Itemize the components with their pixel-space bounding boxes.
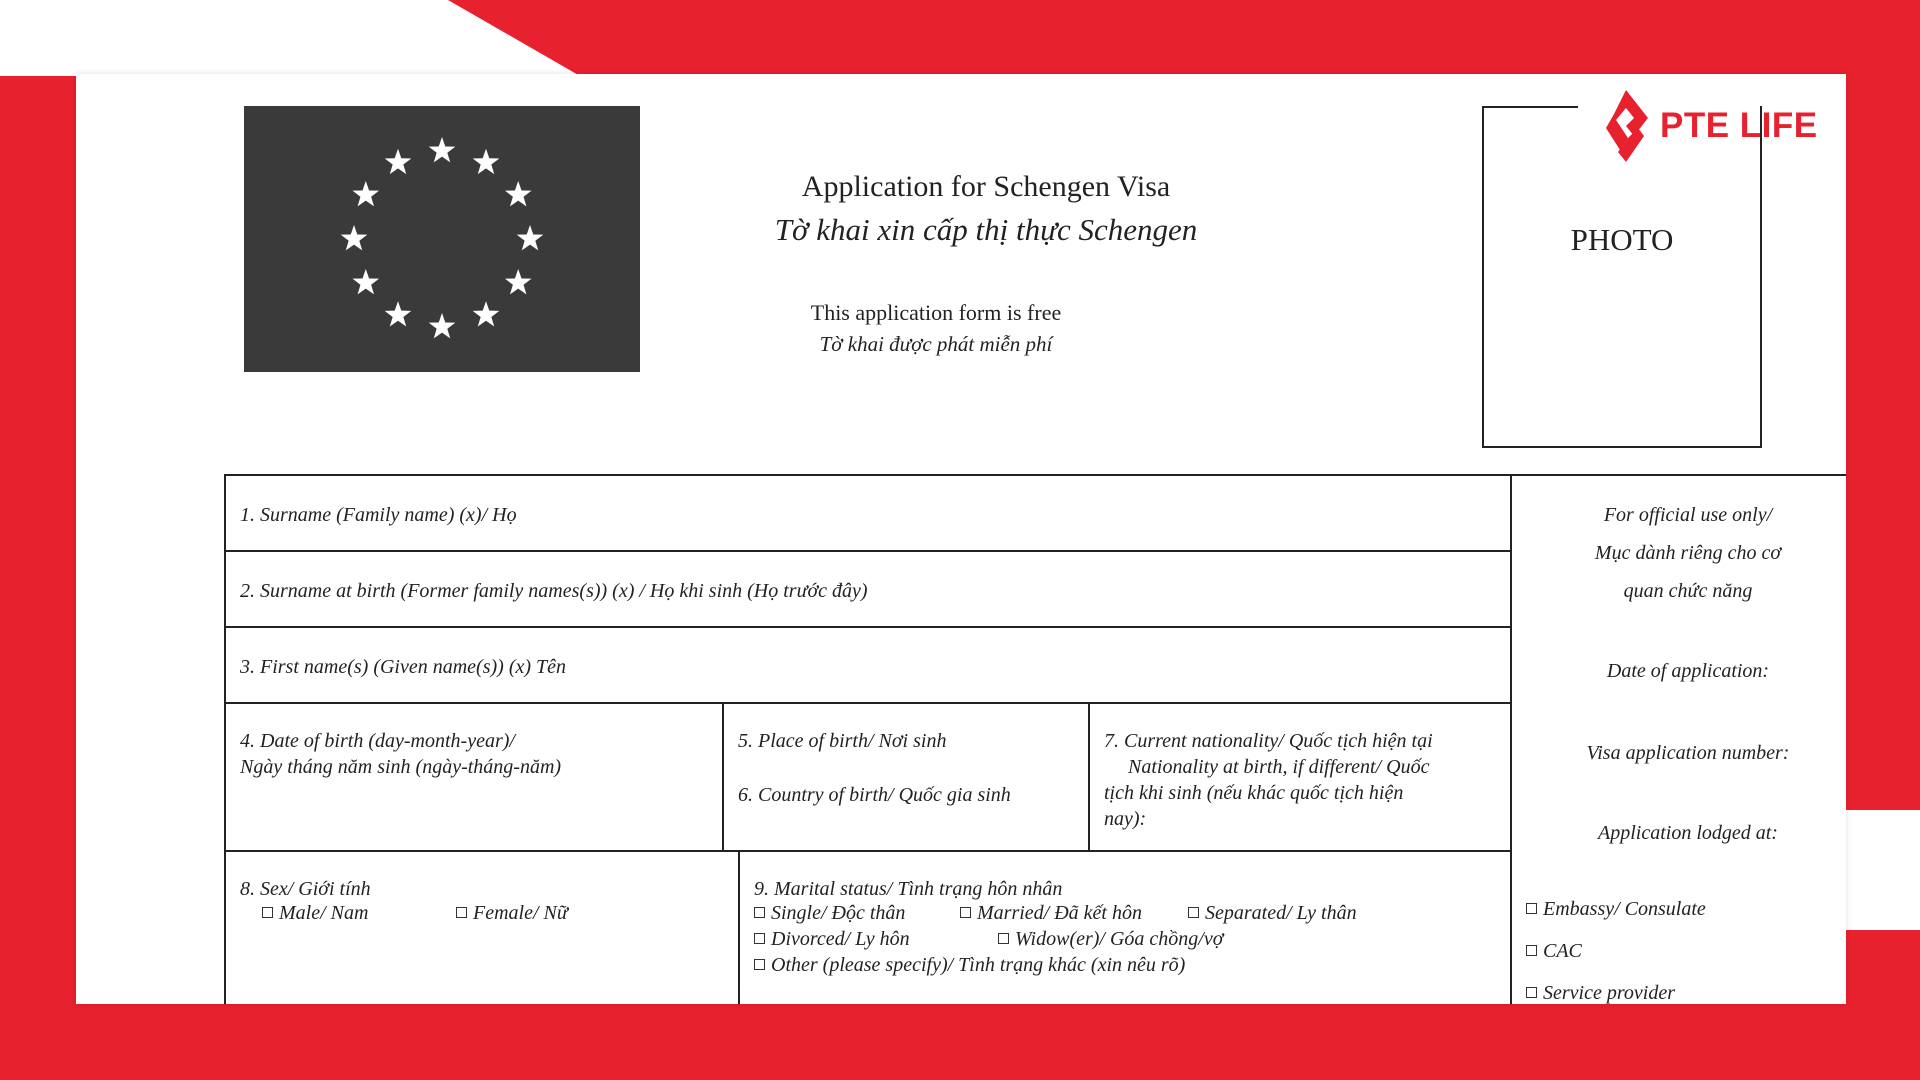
flag-star-icon [429, 313, 456, 338]
free-notice-english: This application form is free [810, 300, 1062, 325]
field-marital-status-label: 9. Marital status/ Tình trạng hôn nhân [754, 878, 1063, 900]
checkbox-service-provider-label: Service provider [1543, 982, 1675, 1004]
form-title [636, 170, 1336, 248]
field-sex-label: 8. Sex/ Giới tính [240, 878, 371, 900]
flag-star-icon [341, 225, 368, 250]
field-nationality-line: Nationality at birth, if different/ Quốc [1128, 756, 1430, 778]
field-first-name[interactable]: 3. First name(s) (Given name(s)) (x) Tên [240, 656, 567, 678]
checkbox-icon [960, 907, 971, 918]
checkbox-cac-label: CAC [1543, 940, 1582, 962]
official-visa-application-number: Visa application number: [1586, 742, 1790, 764]
title-english: Application for Schengen Visa [801, 170, 1171, 203]
checkbox-widowed[interactable] [998, 928, 1223, 951]
column-divider [1088, 702, 1090, 850]
flag-star-icon [352, 269, 379, 294]
checkbox-single[interactable] [754, 902, 905, 925]
flag-star-icon [473, 149, 500, 174]
checkbox-divorced-label: Divorced/ Ly hôn [771, 928, 910, 950]
free-notice [786, 300, 1086, 357]
field-place-of-birth[interactable]: 5. Place of birth/ Nơi sinh [738, 730, 947, 752]
checkbox-separated[interactable] [1188, 902, 1357, 925]
visa-form-page [76, 74, 1846, 1004]
flag-star-icon [505, 181, 532, 206]
row-divider [226, 850, 1510, 852]
official-use-line: Mục dành riêng cho cơ [1594, 542, 1782, 564]
checkbox-other[interactable] [754, 954, 1185, 977]
row-divider [226, 702, 1510, 704]
field-nationality-line: tịch khi sinh (nếu khác quốc tịch hiện [1104, 782, 1404, 804]
checkbox-male-label: Male/ Nam [279, 902, 369, 924]
pte-life-logo-icon [1604, 88, 1652, 164]
flag-star-icon [505, 269, 532, 294]
checkbox-female[interactable] [456, 902, 568, 925]
checkbox-icon [998, 933, 1009, 944]
official-use-heading [1512, 496, 1846, 610]
title-vietnamese: Tờ khai xin cấp thị thực Schengen [774, 212, 1198, 247]
flag-star-icon [429, 137, 456, 162]
official-date-of-application: Date of application: [1606, 660, 1770, 682]
checkbox-icon [1526, 903, 1537, 914]
checkbox-icon [754, 959, 765, 970]
field-nationality-line: nay): [1104, 808, 1147, 830]
field-date-of-birth-label-en: 4. Date of birth (day-month-year)/ [240, 730, 515, 752]
checkbox-icon [754, 933, 765, 944]
checkbox-male[interactable] [262, 902, 368, 925]
field-date-of-birth-label-vi: Ngày tháng năm sinh (ngày-tháng-năm) [240, 756, 562, 778]
checkbox-single-label: Single/ Độc thân [771, 902, 906, 924]
flag-star-icon [473, 301, 500, 326]
field-nationality-line: 7. Current nationality/ Quốc tịch hiện tại [1104, 730, 1433, 752]
application-form-table [224, 474, 1846, 1004]
photo-label: PHOTO [1570, 222, 1674, 257]
flag-star-icon [385, 149, 412, 174]
checkbox-service-provider[interactable] [1526, 982, 1675, 1004]
column-divider [738, 850, 740, 1004]
checkbox-embassy-label: Embassy/ Consulate [1543, 898, 1706, 920]
background-white-shape-top [0, 0, 580, 76]
flag-star-icon [385, 301, 412, 326]
checkbox-married[interactable] [960, 902, 1142, 925]
checkbox-icon [262, 907, 273, 918]
field-surname-at-birth[interactable]: 2. Surname at birth (Former family names(s)) (x) / Họ khi sinh (Họ trước đây) [240, 580, 868, 602]
official-application-lodged-at: Application lodged at: [1598, 822, 1778, 844]
official-use-line: quan chức năng [1623, 580, 1753, 602]
checkbox-widowed-label: Widow(er)/ Góa chồng/vợ [1015, 928, 1224, 950]
checkbox-married-label: Married/ Đã kết hôn [977, 902, 1142, 924]
checkbox-cac[interactable] [1526, 940, 1582, 963]
checkbox-separated-label: Separated/ Ly thân [1205, 902, 1357, 924]
row-divider [226, 626, 1510, 628]
eu-flag-icon [244, 106, 640, 372]
checkbox-icon [456, 907, 467, 918]
official-use-line: For official use only/ [1603, 504, 1773, 526]
checkbox-divorced[interactable] [754, 928, 910, 951]
flag-star-icon [517, 225, 544, 250]
brand-logo [1604, 88, 1818, 164]
background-white-shape-right [1846, 810, 1920, 930]
flag-star-icon [352, 181, 379, 206]
checkbox-icon [754, 907, 765, 918]
field-country-of-birth[interactable]: 6. Country of birth/ Quốc gia sinh [738, 784, 1011, 806]
checkbox-embassy[interactable] [1526, 898, 1706, 921]
column-divider [722, 702, 724, 850]
field-date-of-birth[interactable] [240, 728, 561, 780]
brand-name: PTE LIFE [1660, 106, 1818, 145]
row-divider [226, 550, 1510, 552]
checkbox-icon [1188, 907, 1199, 918]
checkbox-female-label: Female/ Nữ [473, 902, 568, 924]
checkbox-other-label: Other (please specify)/ Tình trạng khác (xin nêu rõ) [771, 954, 1186, 976]
field-nationality[interactable] [1104, 728, 1504, 832]
checkbox-icon [1526, 945, 1537, 956]
field-surname[interactable]: 1. Surname (Family name) (x)/ Họ [240, 504, 517, 526]
free-notice-vietnamese: Tờ khai được phát miễn phí [819, 332, 1053, 356]
checkbox-icon [1526, 987, 1537, 998]
